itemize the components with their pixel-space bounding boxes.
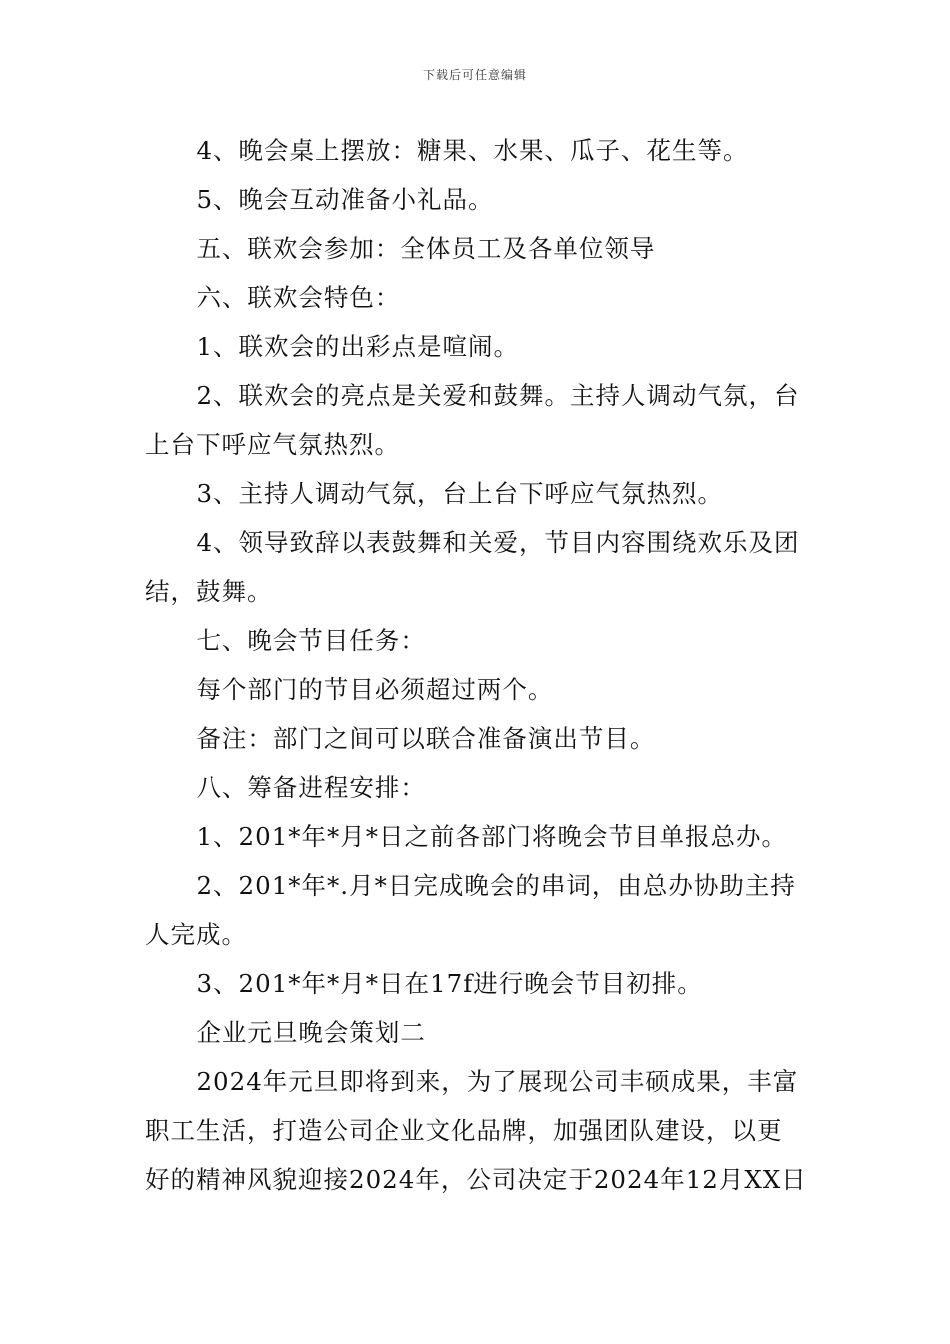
paragraph: 2、联欢会的亮点是关爱和鼓舞。主持人调动气氛，台上台下呼应气氛热烈。 — [145, 381, 800, 459]
section-heading: 六、联欢会特色： — [196, 283, 401, 312]
document-body — [145, 126, 807, 1204]
paragraph: 2024年元旦即将到来，为了展现公司丰硕成果，丰富职工生活，打造公司企业文化品牌，加强团队建设，以更好的精神风貌迎接2024年，公司决定于2024年12月XX日 — [145, 1067, 807, 1194]
paragraph: 每个部门的节目必须超过两个。 — [196, 675, 554, 704]
paragraph: 2、201*年*.月*日完成晚会的串词，由总办协助主持人完成。 — [145, 871, 796, 949]
paragraph: 4、晚会桌上摆放：糖果、水果、瓜子、花生等。 — [196, 136, 749, 165]
section-heading: 八、筹备进程安排： — [196, 773, 426, 802]
paragraph: 1、201*年*月*日之前各部门将晚会节目单报总办。 — [196, 822, 788, 851]
paragraph: 3、主持人调动气氛，台上台下呼应气氛热烈。 — [196, 479, 724, 508]
page-header-note: 下载后可任意编辑 — [422, 68, 527, 82]
section-heading: 五、联欢会参加：全体员工及各单位领导 — [196, 234, 656, 263]
paragraph: 3、201*年*月*日在17f进行晚会节目初排。 — [196, 969, 703, 998]
section-title: 企业元旦晚会策划二 — [196, 1018, 426, 1047]
paragraph: 4、领导致辞以表鼓舞和关爱，节目内容围绕欢乐及团结，鼓舞。 — [145, 528, 800, 606]
section-heading: 七、晚会节目任务： — [196, 626, 426, 655]
paragraph: 5、晚会互动准备小礼品。 — [196, 185, 494, 214]
paragraph: 备注：部门之间可以联合准备演出节目。 — [196, 724, 656, 753]
paragraph: 1、联欢会的出彩点是喧闹。 — [196, 332, 520, 361]
